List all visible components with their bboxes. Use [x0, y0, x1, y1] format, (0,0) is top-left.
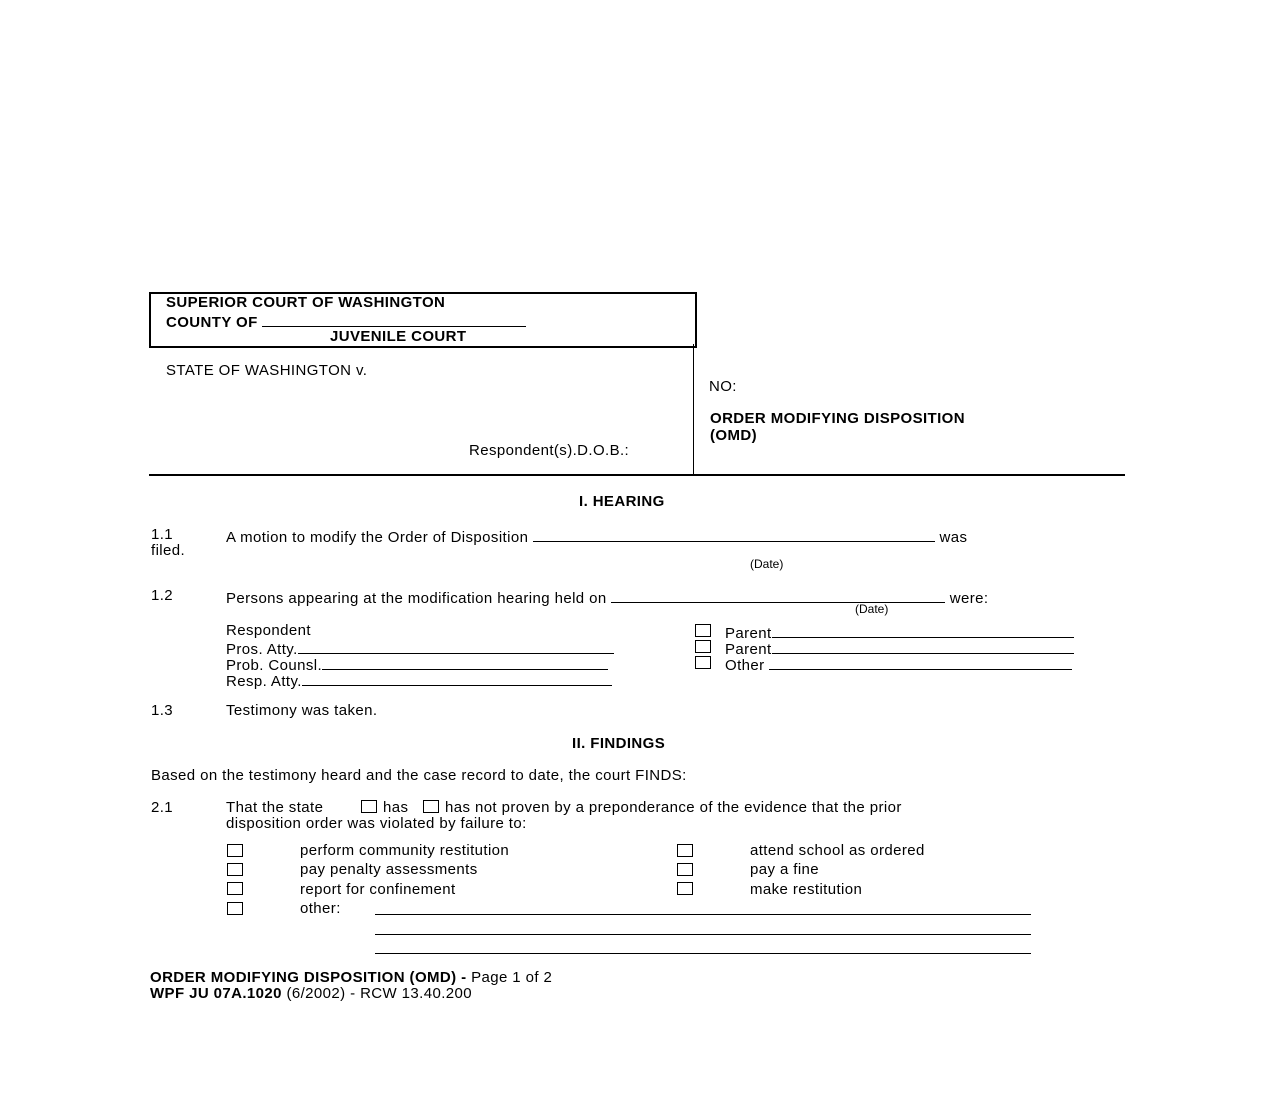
footer-revision: (6/2002) - RCW 13.40.200	[286, 985, 472, 1002]
person-label: Pros. Atty.	[226, 641, 298, 658]
caption-vertical-divider	[693, 344, 694, 474]
section-number: 1.3	[151, 702, 174, 719]
form-title: ORDER MODIFYING DISPOSITION	[710, 410, 965, 427]
report-confinement-checkbox[interactable]	[227, 882, 243, 895]
parent-1-input[interactable]	[772, 623, 1074, 638]
persons-were-text: were:	[949, 590, 989, 607]
form-title-abbrev: (OMD)	[710, 427, 757, 444]
pay-fine-checkbox[interactable]	[677, 863, 693, 876]
footer-form-id: WPF JU 07A.1020	[150, 985, 282, 1002]
proven-text: has not proven by a preponderance of the evidence that the prior	[445, 799, 902, 816]
footer-title-line	[150, 970, 552, 985]
violation-intro: disposition order was violated by failure to:	[226, 815, 527, 832]
section-number: 2.1	[151, 799, 174, 816]
motion-was-text: was	[939, 529, 968, 546]
date-caption: (Date)	[855, 602, 889, 616]
other-violation-line[interactable]	[375, 953, 1031, 954]
parent-1-checkbox[interactable]	[695, 624, 711, 637]
community-restitution-checkbox[interactable]	[227, 844, 243, 857]
person-label: Other	[725, 657, 765, 674]
parent-2-input[interactable]	[772, 639, 1074, 654]
juvenile-court-label: JUVENILE COURT	[330, 328, 467, 345]
person-label: Parent	[725, 641, 772, 658]
testimony-text: Testimony was taken.	[226, 702, 378, 719]
other-person-checkbox[interactable]	[695, 656, 711, 669]
person-resp-atty	[226, 671, 612, 689]
section-heading-hearing: I. HEARING	[579, 493, 665, 510]
option-label: pay penalty assessments	[300, 861, 478, 878]
make-restitution-checkbox[interactable]	[677, 882, 693, 895]
option-label: pay a fine	[750, 861, 820, 878]
footer-page: Page 1 of 2	[471, 969, 553, 986]
person-respondent: Respondent	[226, 622, 311, 639]
motion-line	[226, 527, 967, 545]
option-label: report for confinement	[300, 881, 456, 898]
has-proven-checkbox[interactable]	[361, 800, 377, 813]
findings-intro: Based on the testimony heard and the case record to date, the court FINDS:	[151, 767, 687, 784]
persons-appearing-text: Persons appearing at the modification hearing held on	[226, 590, 607, 607]
section-number: 1.1	[151, 526, 174, 543]
state-v-label: STATE OF WASHINGTON v.	[166, 362, 368, 379]
option-label: make restitution	[750, 881, 863, 898]
resp-atty-input[interactable]	[302, 671, 612, 686]
parent-2-checkbox[interactable]	[695, 640, 711, 653]
footer-form-line	[150, 986, 472, 1001]
has-label: has	[383, 799, 409, 816]
county-input[interactable]	[262, 312, 526, 327]
section-number: 1.2	[151, 587, 174, 604]
pros-atty-input[interactable]	[298, 639, 614, 654]
motion-date-input[interactable]	[533, 527, 935, 542]
option-label: attend school as ordered	[750, 842, 925, 859]
state-proven-line: That the state	[226, 799, 324, 816]
person-label: Resp. Atty.	[226, 673, 302, 690]
county-label: COUNTY OF	[166, 314, 258, 331]
section-heading-findings: II. FINDINGS	[572, 735, 666, 752]
footer-title: ORDER MODIFYING DISPOSITION (OMD) -	[150, 969, 467, 986]
respondent-dob-label: Respondent(s).D.O.B.:	[469, 442, 630, 459]
option-label: perform community restitution	[300, 842, 510, 859]
other-person-input[interactable]	[769, 655, 1072, 670]
date-caption: (Date)	[750, 557, 784, 571]
case-no-label: NO:	[709, 378, 737, 395]
other-violation-line[interactable]	[375, 934, 1031, 935]
person-label: Parent	[725, 625, 772, 642]
other-violation-checkbox[interactable]	[227, 902, 243, 915]
hearing-date-input[interactable]	[611, 588, 945, 603]
person-other	[725, 655, 1072, 673]
penalty-assessments-checkbox[interactable]	[227, 863, 243, 876]
attend-school-checkbox[interactable]	[677, 844, 693, 857]
person-label: Prob. Counsl.	[226, 657, 323, 674]
motion-filed-text: filed.	[151, 542, 186, 559]
prob-counsl-input[interactable]	[322, 655, 608, 670]
option-label: other:	[300, 900, 341, 917]
motion-text: A motion to modify the Order of Disposition	[226, 529, 529, 546]
caption-bottom-rule	[149, 474, 1125, 476]
other-violation-line[interactable]	[375, 914, 1031, 915]
has-not-proven-checkbox[interactable]	[423, 800, 439, 813]
court-name: SUPERIOR COURT OF WASHINGTON	[166, 294, 446, 311]
